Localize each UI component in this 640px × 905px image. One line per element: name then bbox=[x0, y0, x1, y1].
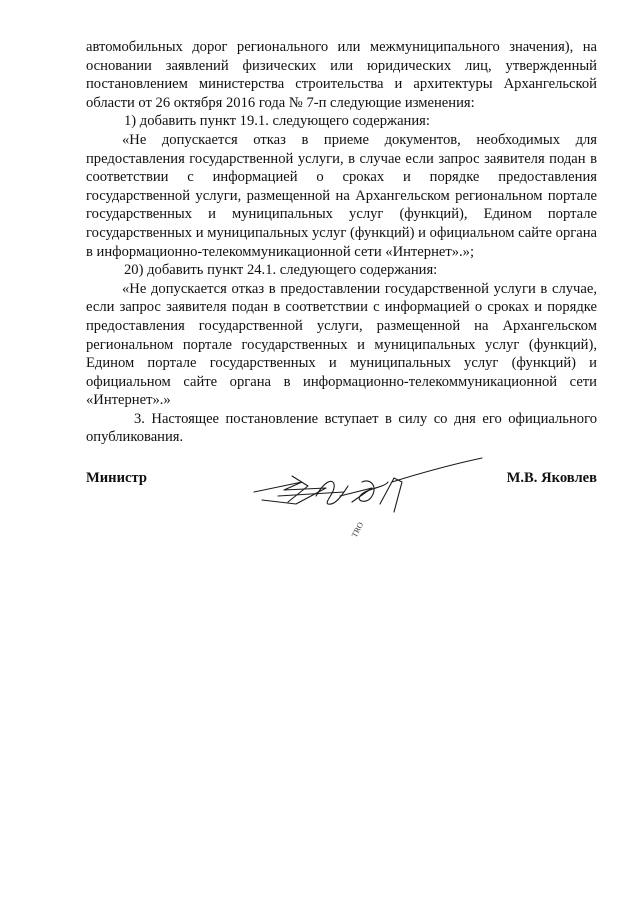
paragraph-item-20: 20) добавить пункт 24.1. следующего содержания: bbox=[124, 262, 438, 279]
document-body bbox=[86, 38, 597, 447]
paragraph-amendment-intro: автомобильных дорог регионального или межмуниципального значения), на основании заявлений физических или юридических лиц, утвержденный постановлением министерства строительства и архитектуры Архангельской области от 26 октября 2016 года № 7-п следующие изменения: bbox=[86, 39, 597, 111]
signer-position: Министр bbox=[86, 470, 147, 486]
paragraph-quote-19-1: «Не допускается отказ в приеме документов, необходимых для предоставления государственной услуги, в случае если запрос заявителя подан в соответствии с информацией о сроках и порядке предоставления государственной услуги, размещенной на Архангельском региональном портале государственных и муниципальных услуг (функций), Едином портале государственных и муниципальных услуг (функций) и официальном сайте органа в информационно-телекоммуникационной сети «Интернет».»; bbox=[86, 131, 597, 260]
signer-name: М.В. Яковлев bbox=[506, 470, 597, 486]
signature-stamp-text: TRO bbox=[349, 520, 366, 539]
paragraph-quote-24-1: «Не допускается отказ в предоставлении государственной услуги в случае, если запрос заявителя подан в соответствии с информацией о сроках и порядке предоставления государственной услуги, размещенной на Архангельском региональном портале государственных и муниципальных услуг (функций), Едином портале государственных и муниципальных услуг (функций) и официальном сайте органа в информационно-телекоммуникационной сети «Интернет».» bbox=[86, 280, 597, 409]
paragraph-effective-date: 3. Настоящее постановление вступает в силу со дня его официального опубликования. bbox=[86, 410, 597, 446]
paragraph-item-1: 1) добавить пункт 19.1. следующего содержания: bbox=[124, 113, 430, 130]
handwritten-signature bbox=[244, 452, 494, 562]
